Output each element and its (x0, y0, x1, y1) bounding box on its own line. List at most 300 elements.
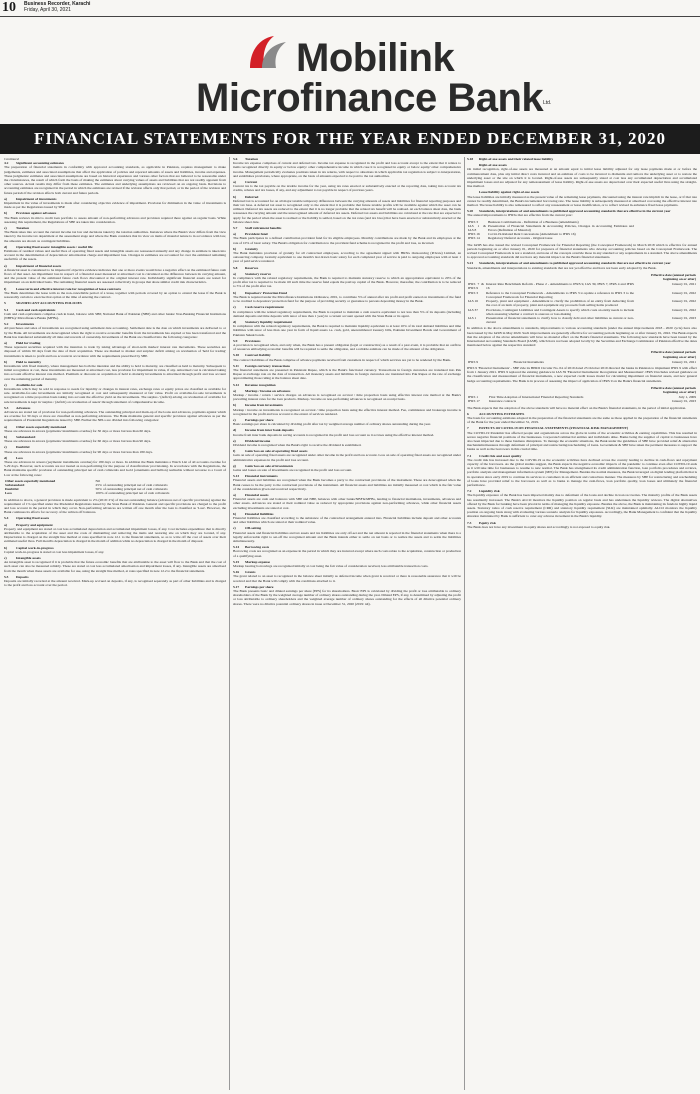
standard-desc: Interest Rate Benchmark Reform - Phase 2 - Amendments to IFRS 9, IAS 39, IFRS 7, IFRS 4 and IFRS 16 (485, 282, 634, 291)
note-text: All purchases and sales of investments are recognized using settlement date accounting. Settlement date is the date on which investments are delivered to or by the Bank. All investments are derecognized when the right to receive economic benefits from the investments has expired or has been transferred and the Bank has transferred substantially all risks and rewards of ownership. Investments of the Bank are classified into the following categories: (4, 326, 226, 339)
note-text: These are advances in arrears (payments/ instalments overdue) for 60 days or more but less than 90 days. (4, 439, 152, 444)
note-text: The Bank does not have any investment in equity shares and accordingly is not exposed to equity risk. (467, 524, 611, 529)
note-heading: Held for trading (16, 340, 41, 345)
table-cell (488, 385, 635, 395)
note-section (233, 545, 461, 560)
spacer (467, 529, 697, 531)
note-section (4, 287, 226, 302)
note-section (4, 523, 226, 546)
note-text: Deposits are initially recorded at the amount received. Mark-up accrued on deposits, if any, is recognised separately as part of other liabilities and is charged to the profit and loss account over the period. (4, 579, 226, 588)
standard-desc: Financial Instruments (513, 359, 544, 364)
note-number: 4.2 (4, 161, 9, 166)
note-text: The Bank is required under the Microfinance Institutions Ordinance, 2001, to contribute 5% of annual after tax profit and profit earned on investments of the fund to be credited to depositors' protection fund for the purpose of providing security or guarantee to persons depositing money in the Bank. (233, 294, 461, 304)
standard-code: IFRS 14 (468, 236, 480, 241)
logo (0, 18, 700, 122)
note-text: In addition to the above amendments to standards, improvements to various accounting standards (under the annual improvements 2018 - 2020 cycle) have also been issued by the IASB in May 2020. Such improvements are generally effective for accounting periods beginning on or after January 01, 2022. The Bank expects that the adoption of the above amendments will have no material effect on the Bank's financial statements. The following new standards have been issued by the International Accounting Standards Board (IASB), which have not been adopted locally by the Securities and Exchange Commission of Pakistan effective the dates mentioned below against the respective standard: (467, 326, 697, 348)
note-heading: Capital work-in-progress (16, 545, 54, 550)
note-number: d) (233, 319, 237, 324)
note-section (4, 341, 226, 360)
note-heading: Available-for-sale (16, 382, 43, 387)
note-heading: Significant accounting estimates (16, 161, 65, 166)
note-text: Gain on sale of operating fixed assets are recognized under other income in the profit and loss account. Loss on sale of operating fixed assets are recognized under administrative expenses in the profit and loss account. (233, 453, 461, 462)
note-section (4, 322, 226, 341)
note-section (4, 498, 226, 517)
table-row (467, 282, 697, 290)
note-text: These are advances in arrears (payments/ instalments overdue) for 90 days or more but less than 180 days. (4, 449, 153, 454)
standards-table (467, 385, 697, 404)
note-text: The contract liabilities of the Bank comprise of advance payments received from customers in respect of which services are yet to be rendered by the Bank. (233, 357, 451, 362)
note-heading: Off-setting (245, 526, 262, 531)
standard-desc: Presentation of Financial Statements & Accounting Policies, Changes in Accounting Estimates and Errors (Definition of Material) (487, 223, 634, 233)
note-number: 6 (467, 411, 469, 416)
note-section (233, 339, 461, 354)
note-number: 7.2 (467, 489, 472, 494)
note-text: In compliance with the related regulatory requirements, the Bank is required to maintain a cash reserve equivalent to not less than 5% of its deposits (including demand deposits and time deposits with tenor of less than 1 year) in a current account opened with the State Bank or its agent. (233, 309, 461, 318)
effective-date (635, 224, 697, 232)
note-number: c) (4, 556, 7, 561)
continued-label: Continued (4, 157, 19, 161)
note-number: 7.1 (467, 453, 472, 458)
note-heading: Earnings per share (245, 417, 274, 422)
note-section (233, 526, 461, 545)
note-section (467, 426, 697, 453)
note-section (233, 570, 461, 585)
note-number: 5.15 (233, 559, 240, 564)
standard-code: IFRS 9 (468, 359, 479, 364)
note-number: a) (233, 388, 236, 393)
brand-line-2: Microfinance Bank (196, 76, 544, 120)
note-number: f) (233, 449, 236, 454)
note-text: The preparation of financial statements in conformity with approved accounting standards, as applicable in Pakistan, requires management to make judgements, estimates and associated assumptions that affect the application of policies and reported amounts of assets and liabilities, income and expenses. These judgments/ estimates and associated assumptions are based on historical experience and various other factors that are believed to be reasonable under the circumstances, the result of which form the basis of making the estimates about carrying values of assets and liabilities that are not readily apparent from other sources. Actual results may differ from these estimates. The estimates and underlying assumptions are reviewed on an ongoing basis. Revisions to accounting estimates are recognised in the period in which the estimates are revised if the revision affects only that period, or in the period of the revision and future periods if the revision affects both current and future periods. (4, 165, 226, 195)
table-row (467, 308, 697, 316)
column-2 (233, 157, 461, 1090)
note-heading: Investments (16, 322, 35, 327)
note-heading: Grants (245, 570, 256, 575)
category: Other assets especially mentioned (5, 478, 56, 483)
note-section (467, 454, 697, 490)
note-heading: Deferred (245, 194, 259, 199)
note-heading: Taxation (16, 226, 30, 231)
note-heading: Provision against advances (16, 211, 57, 216)
note-number: 5.18 (467, 157, 474, 161)
note-heading: Deposits (16, 574, 29, 579)
note-number: 7.3 (467, 520, 472, 525)
note-section (233, 493, 461, 512)
note-section (4, 445, 226, 455)
note-number: c) (4, 226, 7, 231)
note-text: The annual improvements to IFRSs that are effective from the current year: (467, 213, 573, 218)
note-heading: Income from inter bank deposits (245, 428, 294, 433)
note-text: The Bank determines the lease term as the non-cancellable period of a lease, together with periods covered by an option to extend the lease if the Bank is reasonably certain to exercise that option at the time of entering the contract. (4, 290, 226, 300)
table-header-row (467, 385, 697, 395)
note-text: An intangible asset is recognised if it is probable that the future economic benefits that are attributable to the asset will flow to the Bank and that the cost of such asset can also be measured reliably. These are stated at cost less accumulated amortisation and impairment losses, if any. Intangible assets are amortised from the month when these assets are available for use, using the straight line method, at rates specified in note 12.2 to the financial statements. (4, 560, 226, 573)
note-section (233, 320, 461, 339)
spacer (4, 587, 226, 589)
note-heading: Borrowing costs (245, 545, 270, 550)
note-text: The Bank reviews its micro credit loan portfolio to assess amount of non-performing advances and provision required there against on regular basis. While assessing this requirement, the Regulations of SBP are taken into consideration. (4, 215, 226, 224)
table-header: Effective date (annual periods beginning on or after) (651, 350, 696, 359)
note-number: 5.12 (233, 382, 240, 387)
note-text: Dividend income is recognized when the Bank's right to receive the dividend is established. (233, 442, 362, 447)
note-section (4, 575, 226, 590)
note-text: Impairment in the value of investments is made after considering objective evidence of impairment. Provision for diminution in the value of investments is made as per the Regulations issued by SBP. (4, 201, 226, 210)
note-text: Gains and losses on sale of investments are recognized in the profit and loss account. (233, 468, 353, 472)
note-text: The credit risk has increased due to the COVID-19 as the economic activities have declined across the country leading to decline in cash-flows and repayment capacity of the borrowers. As the global studies suggest, the Bank expects the negative economic impacts of the pandemic to continue even after COVID-19 ends as it will take time for businesses to resume to new normal. The Bank has strengthened its credit administration function, loan portfolio procedures and reviews, portfolio analysis and management information system (MIS) for Management. Besides the normal measures, the Bank leveraged on digital lending platform that is in operation since early 2019 to continue its services to customers in an efficient and contactless manner. The measures by SBP for restructuring and rescheduling of loans have provided relief to the borrowers as well as to banks to manage the cash-flows, loan portfolio quality, loan losses and ultimately the financial performance. (467, 457, 697, 488)
note-heading: Cash and cash equivalents (16, 307, 56, 312)
note-text: These are advances in arrears (payments/ instalments overdue) for 180 days or more. In addition the Bank maintains a Watch List of all accounts overdue for 5-29 days. However, such accounts are not treated as non-performing for the purpose of classification/ provisioning. In accordance with the Regulations, the Bank maintains specific provision of outstanding principal net of cash collaterals and Gold (ornaments and bullion) realisable without recourse to a Court of Law at the following rates: (4, 460, 226, 477)
page-number: 10 (2, 0, 16, 15)
column-divider (229, 157, 230, 1090)
note-section (467, 521, 697, 531)
note-section (467, 209, 697, 219)
note-number: 5 (4, 301, 6, 306)
publication-date: Friday, April 30, 2021 (24, 7, 71, 13)
note-section (233, 449, 461, 464)
note-number: 5.10 (233, 353, 240, 358)
note-heading: Gain/ loss on sale of operating fixed assets (245, 449, 308, 454)
effective-date: January 01, 2023 (671, 315, 696, 320)
note-section (4, 264, 226, 287)
note-number: c) (4, 445, 7, 450)
table-row (467, 224, 697, 232)
standard-code: IFRS 3 (468, 219, 479, 224)
note-heading: Provisions (245, 338, 261, 343)
note-text: Income from inter bank deposits in saving accounts is recognized in the profit and loss account as it accrues using the effective interest method. (233, 432, 435, 437)
note-heading: Dividend income (245, 438, 271, 443)
note-section (467, 412, 697, 427)
standard-code: IFRS 3 (468, 290, 479, 295)
note-heading: Revenue recognition (245, 382, 276, 387)
note-heading: Taxation (245, 157, 259, 161)
standard-desc: Insurance contracts (489, 399, 517, 404)
note-text: The basis for accounting estimates adopted in the preparation of the financial statements are the same as those applied in the preparation of the financial statements of the Bank for the year ended December 31, 2019. (467, 415, 697, 425)
note-heading: Depositors' Protection Fund (245, 290, 288, 295)
note-text: Current tax is the tax payable on the taxable income for the year, using tax rates enacted or substantively enacted at the reporting date, taking into account tax credits, rebates and tax losses, if any, and any adjustment to tax payable in respect of previous years. (233, 184, 461, 193)
note-heading: Standards, interpretations of and amendments to published approved accounting standards that are effective in the current year (479, 209, 671, 214)
note-heading: Cash reserve requirement (245, 305, 284, 310)
brand-suffix: Ltd. (543, 100, 552, 106)
table-cell (512, 349, 635, 359)
note-number: d) (4, 455, 8, 460)
effective-date: January 01, 2021 (671, 282, 696, 287)
standard-desc: Presentation of financial statements to clarify how to classify debt and other liabilities as current or non-current (485, 315, 634, 325)
note-number: c) (233, 305, 236, 310)
note-text: A financial asset is considered to be impaired if objective evidence indicates that one or more events would have a negative effect on the estimated future cash flows of that asset. An impairment loss in respect of a financial asset measured at amortised cost is calculated as the difference between its carrying amount, and the present value of the estimated future cash flows discounted at the original interest rate. Individually significant financial assets are tested for impairment on an individual basis. The remaining financial assets are assessed collectively in groups that share similar credit risk characteristics. (4, 267, 226, 285)
note-heading: Earnings per share (245, 584, 274, 589)
note-number: 5.9 (233, 338, 238, 343)
mobilink-logo-icon (244, 28, 292, 76)
note-number (467, 190, 479, 194)
note-heading: Loss (16, 455, 23, 460)
note-number: c) (233, 526, 236, 531)
note-text: These represent securities acquired with the intention to trade by taking advantage of short-term market/ interest rate movements. These securities are disposed of within 90 days from the date of their acquisition. These are marked to market and surplus/ deficit arising on revaluation of 'held for trading' investments is taken to profit and loss account in accordance with the requirements prescribed by SBP. (4, 345, 226, 358)
note-text: Estimates of residual values and useful lives of operating fixed assets and intangible assets are reassessed annually and any change in estimate is taken into account in the determination of depreciation/ amortisation charge and impairment loss. Changes in estimates are accounted for over the estimated remaining useful life of the assets. (4, 249, 226, 262)
effective-date: January 01, 2022 (671, 299, 696, 304)
note-number: a) (233, 180, 236, 185)
note-text: The Bank presents basic and diluted earnings per share (EPS) for its shareholders. Basic EPS is calculated by dividing the profit or loss attributable to ordinary shareholders of the Bank by the weighted average number of ordinary shares outstanding during the year. Diluted EPS, if any, is determined by adjusting the profit or loss attributable to ordinary shareholders and the weighted average number of ordinary shares outstanding for the effects of all dilutive potential ordinary shares. There were no dilutive potential ordinary shares in issue at December 31, 2020 (2019: nil). (233, 589, 461, 606)
note-text: Capital work-in-progress is stated at cost less impairment losses, if any. (4, 549, 105, 554)
note-heading: SIGNIFICANT ACCOUNTING POLICIES (16, 301, 82, 306)
note-text: Property and equipment are stated at cost less accumulated depreciation and accumulated impairment losses, if any. Cost includes expenditure that is directly attributable to the acquisition of the asset and the costs of dismantling and removing the items and restoring site on which they are located, if any. Depreciation is charged on the straight line method at rates specified in note 12.1 to the financial statements, so as to write off the cost of assets over their estimated useful lives. Full month's depreciation is charged in the month of addition while no depreciation is charged in the month of disposal. (4, 526, 226, 544)
note-section (233, 157, 461, 180)
note-text: The financial statements are presented in Pakistani Rupee, which is the Bank's functional currency. Transactions in foreign currencies are translated into Pak Rupee at exchange rate on the date of transaction. All monetary assets and liabilities in foreign currencies are translated into Pak Rupee at the rate of exchange approximating those ruling at the balance sheet date. (233, 367, 461, 381)
effective-date: January 01, 2021 (671, 359, 696, 364)
note-heading: Reserves (245, 265, 259, 270)
note-section (4, 245, 226, 264)
note-section (233, 403, 461, 418)
note-section (4, 406, 226, 425)
column-divider (464, 157, 465, 1090)
note-text: The lease liabilities are initially measured as the present value of the remaining lease payments, discounted using the interest rate implicit in the lease, or if that rate cannot be readily determined, the Bank's incremental borrowing rate. The lease liability is subsequently measured at amortised cost using the effective interest rate method. The lease liability is also remeasured to reflect any reassessment or lease modification, or to reflect revised in-substance fixed lease payments. (467, 194, 697, 208)
note-number: 5.13 (233, 474, 240, 479)
standard-code: IAS 1 (468, 315, 477, 320)
note-text: Financial assets are cash and balances with SBP and NBP, balances with other banks/NBFIs/MFBs, lending to financial institutions, investments, advances and other assets. Advances are stated at their nominal value as reduced by appropriate provisions against non-performing advances, while other financial assets excluding investments are stated at cost. (233, 497, 461, 510)
standard-desc: Property, plant and equipment - Amendment to clarify the prohibition of an entity from deducting from the cost of an item of property, plant and equipment any proceeds from selling items produced (485, 299, 634, 308)
note-section (4, 211, 226, 226)
note-heading: Statutory reserve (245, 271, 271, 276)
note-section (4, 556, 226, 575)
note-section (233, 364, 461, 383)
note-number: 5.21 (467, 261, 474, 266)
effective-date: January 01, 2022 (671, 307, 696, 312)
table-row (467, 291, 697, 299)
table-header: Effective date (annual periods beginning on or after) (651, 385, 696, 394)
note-heading: Substandard (16, 434, 36, 439)
note-number: 5.8 (233, 265, 238, 270)
note-text: Investments which may be sold in response to needs for liquidity or changes in interest rates, exchange rates or equity prices are classified as available for sale. Available-for-sale investments are initially recognised at cost and subsequently measured at fair value. Profit on available-for-sale investments is recognized on a time proportion basis taking into account the effective yield on the investments. The surplus / (deficit) arising on revaluation of available for sale investments is kept in 'surplus / (deficit) on revaluation of assets' through statement of comprehensive income. (4, 386, 226, 404)
note-number: a) (4, 340, 7, 345)
standard-desc: Reference to the Conceptual Framework - Amendments to IFRS 3 to update a reference in IFRS 3 to the Conceptual Framework for Financial Reporting (485, 290, 634, 299)
note-heading: Held to maturity (16, 359, 42, 364)
note-heading: Financial liabilities (245, 511, 274, 516)
note-heading: Credit risk and asset quality (479, 453, 522, 458)
note-text: The liquidity exposure of the Bank has been impacted mainly due to deferment of the loans and decline in loan recoveries. The maturity profile of the Bank assets has resultantly increased. The Bank's ALCO monitors the liquidity position on regular basis and has undertaken the liquidity reviews. The digital alternatives offered by the Bank for banking have been pivotal in terms of managing the liquidity exposure. Besides the above, the Bank is maintaining its funds in highly liquid assets. Statutory ratios of cash reserve requirement (CRR) and statutory liquidity requirement (SLR) are maintained optimally. ALCO monitors the liquidity position on ongoing basis along with evaluating various scenario analysis for liquidity exposures. Accordingly, the Bank Management is confident that the liquidity situation maintained by Bank is sufficient to cater any adverse movement in the Bank's liquidity. (467, 493, 697, 519)
note-text: Investments with fixed maturity, where management has both the intention and the ability to hold to maturity, are classified as held to maturity. Subsequent to initial recognition at cost, these investments are measured at amortised cost, less provision for impairment in value, if any. Amortised cost is calculated taking into account effective interest rate method. Premium or discount on acquisition of held to maturity investments is amortized through profit and loss account over the remaining period of maturity. (4, 363, 226, 381)
note-section (233, 247, 461, 266)
note-number: a) (233, 271, 236, 276)
note-text: Deferred tax is accounted for on all major taxable temporary differences between the carrying amounts of assets and liabilities for financial reporting purposes and their tax base. A deferred tax asset is recognized only to the extent that it is probable that future taxable profits will be available against which the asset can be utilized. Deferred tax assets are reduced to the extent that it is no longer probable that the related tax benefit will be realised. At each balance sheet date, the bank reassesses the carrying amount and the unrecognised amount of deferred tax assets. Deferred tax assets and liabilities are calculated at the rate that are expected to apply for the period when the asset is realised or the liability is settled, based on the tax rates (and tax laws) that have been enacted or substantively enacted at the balance sheet date. (233, 198, 461, 224)
note-number: c) (4, 382, 7, 387)
note-heading: Statutory liquidity requirement (245, 319, 293, 324)
note-number: b) (233, 290, 237, 295)
standard-code: IAS 1 & IAS 8 (468, 223, 486, 233)
note-heading: Contract liability (245, 353, 271, 358)
note-section (4, 308, 226, 323)
note-heading: Lease term and effective interest rate for recognition of lease contracts (16, 286, 121, 291)
table-cell (467, 272, 485, 282)
note-number: 5.1 (4, 307, 9, 312)
note-section (233, 474, 461, 493)
brand-line-1: Mobilink (296, 36, 455, 80)
effective-date: July 1, 2009 (678, 395, 696, 400)
standard-desc: First Time Adoption of International Financial Reporting Standards (489, 395, 584, 400)
note-number: b) (233, 246, 237, 251)
note-number: a) (4, 424, 7, 429)
note-number: 5.3 (4, 405, 9, 410)
note-number: 5.20 (467, 209, 474, 214)
note-heading: Liquidity risk (479, 489, 500, 494)
category: Loss (5, 491, 12, 496)
note-heading: Intangible assets (16, 556, 41, 561)
page-title: FINANCIAL STATEMENTS FOR THE YEAR ENDED DECEMBER 31, 2020 (0, 124, 700, 154)
note-section (4, 546, 226, 556)
note-heading: Doubtful (16, 445, 30, 450)
note-text: Financial assets and liabilities are recognised when the Bank becomes a party to the contractual provisions of the instrument. These are derecognised when the Bank ceases to be the party to the contractual provisions of the instrument. All financial assets and liabilities are initially measured at cost which is the fair value of the consideration given and received respectively. (233, 478, 461, 491)
note-section (233, 418, 461, 428)
note-text: Financial assets and financial liabilities and tax assets and tax liabilities are only off-set and the net amount is reported in the financial statements when there is a legally enforceable right to set-off the recognized amount and the Bank intends either to settle on net basis or to realize the assets and to settle the liabilities simultaneously. (233, 530, 461, 544)
note-text: On initial recognition, right-of-use assets are measured at an amount equal to initial lease liability adjusted for any lease payments made at or before the commencement date, plus any initial direct costs incurred and an estimate of costs to be incurred to dismantle and remove the underlying asset or to restore the underlying asset or the site on which it is located. Right-of-use assets are subsequently stated at cost less any accumulated depreciation and accumulated impairment losses and are adjusted for any remeasurement of lease liability. Right-of-use assets are depreciated over their expected useful lives using the straight-line method. (467, 167, 697, 189)
note-text: Advances are stated net of provision for non-performing advances. The outstanding principal and mark-up of the loans and advances, payments against which are overdue for 30 days or more are classified as non-performing advances. The Bank maintains general and specific provision against advances as per the requirements of Prudential Regulations issued by SBP. Further the NPLs are divided into following categories: (4, 409, 226, 423)
note-heading: Financial instruments (245, 474, 278, 479)
note-heading: EFFECTS OF COVID-19 ON FINANCIAL STATEMENTS (FINANCIAL RISK MANAGEMENT) (479, 426, 629, 431)
masthead (0, 0, 700, 17)
note-heading: Provident fund (245, 232, 268, 237)
note-section (4, 383, 226, 406)
note-text: Income tax expense comprises of current and deferred tax. Income tax expense is recognized in the profit and loss account except to the extent that it relates to items recognized directly in equity or below equity/ other comprehensive income in which case it is recognized in equity or below equity/ other comprehensive income. Management periodically evaluates positions taken in tax returns, with respect to situations in which applicable tax regulation is subject to interpretation, and establishes provisions, where appropriate, on the basis of amounts expected to be paid to the tax authorities. (233, 161, 461, 178)
note-text: The Bank takes into account the current income tax law and decisions taken by the taxation authorities. Instances where the Bank's view differs from the view taken by the income tax department at the assessment stage and where the Bank considers that its view on items of material nature is in accordance with law, the amounts are shown as contingent liabilities. (4, 230, 226, 243)
note-number: a) (233, 493, 236, 498)
note-text: The COVID-19 Pandemic has affected people and organizations across the globe in terms of the economic activities & earning capabilities. This has resulted in severe negative financial positions of the businesses. Corporate/Commercial entities and individuals alike. Banks being the supplier of capital to businesses have also been impacted due to these business disruptions. To manage the economic situations, the Bank under the guidelines of SBP have provided relief & alternative mechanisms/measures through deferment of principal and restructuring/rescheduling of loans. Government & SBP have taken the pertinent measures to support the banks as well as the borrowers in this crucial time. (467, 430, 697, 452)
note-text: The IASB has also issued the revised Conceptual Framework for Financial Reporting (the Conceptual Framework) in March 2018 which is effective for annual periods beginning on or after January 01, 2020 for preparers of financial statements who develop accounting policies based on the Conceptual Framework. The revised Conceptual Framework is not a standard, and none of the concepts override those in any standard or any requirements in a standard. The above amendments to approved accounting standards did not have any material impact on the Bank's financial statements. (467, 242, 697, 260)
effective-date: January 01, 2022 (671, 290, 696, 295)
note-text: The Bank maintains provision of gratuity for all contractual employees, according to the agreement signed with HRSG Outsourcing (Private) Limited, an outsourcing company. Gratuity equivalent to one month's last drawn basic salary for each completed year of service is paid to outgoing employees with at least 1 year of paid service rendered. (233, 251, 461, 264)
note-heading: Income from investments (245, 403, 283, 408)
note-heading: Financial assets (245, 493, 269, 498)
note-text: The grant related to an asset is recognized in the balance sheet initially as deferred income when grant is received or there is reasonable assurance that it will be received and that the Bank will comply with the conditions attached to it. (233, 574, 461, 583)
standard-code: IFRS 1 (468, 395, 479, 400)
standard-code: IAS 37 (468, 307, 479, 312)
note-number: 7 (467, 426, 469, 431)
note-heading: Current (245, 180, 258, 185)
note-heading: Right-of-use assets (479, 163, 507, 168)
note-heading: Markup / Income on advances (245, 388, 291, 393)
note-heading: Gratuity (245, 246, 259, 251)
note-number: b) (233, 403, 237, 408)
note-section (233, 428, 461, 438)
note-section (233, 272, 461, 291)
note-text: Financial liabilities are classified according to the substance of the contractual arrangement entered into. Financial liabilities include deposit and other accounts and other liabilities which are stated at their nominal value. (233, 516, 461, 525)
note-heading: Impairment of investments (16, 196, 57, 201)
note-number: b) (4, 545, 8, 550)
note-text: Markup / income on investments is recognized on accrual / time proportion basis using the effective interest method. Fee, commission and brokerage income is recognized in the profit and loss account to the extent of services rendered. (233, 407, 461, 416)
note-number: d) (4, 244, 8, 249)
note-text: Cash and cash equivalents comprise cash in hand, balance with SBP, National Bank of Pakistan (NBP) and other banks/ Non-Banking Financial Institutions (NBFIs)/ Microfinance Banks (MFBs). (4, 311, 226, 320)
note-number: c) (233, 417, 236, 422)
provision-rate: 25% of outstanding principal net of cash collaterals (95, 483, 168, 488)
note-text: The Bank expects that the adoption of the above standards will have no material effect on the Bank's financial statements, in the period of initial application. (467, 405, 687, 410)
note-number: g) (233, 463, 236, 468)
note-text: Basic earnings per share is calculated by dividing profit after tax by weighted average number of ordinary shares outstanding during the year. (233, 422, 431, 427)
note-number: 5.11 (233, 363, 239, 368)
category: Doubtful (5, 487, 19, 492)
note-heading: Lease liability against right-of-use assets (479, 190, 540, 195)
standard-desc: Provisions, Contingent Liabilities and Contingent Assets to specify which costs an entity needs to include when assessing whether a contract is onerous or loss-making (485, 307, 634, 316)
table-header: Effective date (annual periods beginning on or after) (651, 272, 696, 282)
standard-desc: Covid-19-Related Rent Concessions (Amendment to IFRS 16) (487, 232, 576, 237)
table-cell (467, 385, 488, 395)
note-text: In addition to above, a general provision is made equivalent to 2% (2019: 2%) of the net outstanding balance (advances net of specific provisions) against the requirement of 1% specified under the Prudential Regulations issued by the State Bank of Pakistan. General and specific provisions are charged to the profit and loss account in the period in which they occur. Non-performing advances are written off one month after the loan is classified as 'Loss'. However, the Bank continues its efforts for recovery of the written off balances. (4, 497, 226, 515)
note-text: Standards, amendments and interpretations to existing standards that are not yet effective and have not been early adopted by the Bank. (467, 265, 657, 270)
note-section (4, 161, 226, 197)
provision-table (4, 479, 226, 496)
note-section (233, 464, 461, 474)
standard-desc: Business Combinations - Definition of a Business (amendments) (487, 219, 579, 224)
note-number: a) (4, 196, 7, 201)
provision-rate: Nil (95, 478, 101, 483)
standard-code: IFRS 7 & IFRS 9 (468, 282, 484, 291)
note-number: 5.6 (233, 157, 238, 161)
note-text: In compliance with the related regulatory requirements, the Bank is required to maintain liquidity equivalent to at least 10% of its total demand liabilities and time liabilities with tenor of less than one year in form of liquid assets i.e. cash, gold, unencumbered treasury bills, Pakistan Investment Bonds and Government of Pakistan Sukuk bonds. (233, 324, 461, 337)
note-section (467, 163, 697, 190)
note-number: a) (4, 522, 7, 527)
note-number: b) (4, 359, 8, 364)
note-heading: Operating fixed assets/ intangible assets / useful life (16, 244, 93, 249)
note-section (233, 305, 461, 320)
note-section (233, 389, 461, 404)
note-heading: Equity risk (479, 520, 496, 525)
note-section (233, 180, 461, 195)
note-heading: Other assets especially mentioned (16, 424, 67, 429)
note-text: These are advances in arrears (payments/ instalments overdue) for 30 days or more but less than 60 days. (4, 428, 152, 433)
standards-table (467, 349, 697, 364)
table-cell (485, 272, 635, 282)
note-section (233, 195, 461, 226)
note-number: b) (4, 211, 8, 216)
note-text: In compliance with the related regulatory requirements, the Bank is required to maintain statutory reserve to which an appropriation equivalent to 20% of the profit after tax is required to be made till such time the reserve fund equals the paid up capital of the Bank. However, thereafter, the contribution is to be reduced to 5% of the profit after tax. (233, 276, 461, 289)
note-section (467, 261, 697, 271)
note-number: 5.16 (233, 570, 240, 575)
note-heading: Gain/ loss on sale of investments (245, 463, 294, 468)
note-number: 5.14 (233, 545, 240, 550)
note-heading: Markup expense (245, 559, 270, 564)
table-header-row (467, 272, 697, 282)
note-heading: Staff retirement benefits (245, 226, 282, 231)
standards-table (467, 272, 697, 324)
note-section (467, 190, 697, 209)
note-number: 5.17 (233, 584, 240, 589)
note-section (233, 585, 461, 608)
table-row (467, 299, 697, 307)
standard-code: IFRS 16 (468, 232, 480, 237)
category: Substandard (5, 483, 25, 488)
note-section (4, 197, 226, 212)
note-heading: Operating fixed assets (16, 516, 50, 521)
note-section (233, 439, 461, 449)
note-section (233, 512, 461, 527)
note-number: e) (233, 438, 236, 443)
note-heading: Right-of-use assets and their related lease liability (479, 157, 554, 161)
note-section (467, 489, 697, 520)
spacer (233, 606, 461, 608)
note-text: The Bank participates in a defined contribution provident fund for its eligible employees. Monthly contributions are made by the Bank and its employees at the rate of 10% of basic salary. The Bank's obligation for contribution to the provident fund scheme is recognised in the profit and loss, as incurred. (233, 236, 461, 245)
standards-table (467, 220, 697, 241)
note-text: IFRS 9 'Financial Instruments' - SBP vide its BPRD Circular No. 04 of 2019 dated 23 October 2019 directed the banks in Pakistan to implement IFRS 9 with effect from 1 January 2021. IFRS 9 replaced the existing guidance in IAS 39 'Financial Instruments: Recognition and Measurement'. IFRS 9 includes revised guidance on the classification and measurement of financial instruments, a new expected credit losses model for calculating impairment on financial assets, and new general hedge accounting requirements. The Bank is in process of assessing the impact of application of IFRS 9 on the Bank's financial statements. (467, 365, 697, 383)
note-text: Borrowing costs are recognized as an expense in the period in which they are incurred except where such costs relate to the acquisition, construction or production of a qualifying asset. (233, 549, 461, 558)
note-section (4, 456, 226, 479)
note-number: b) (233, 511, 237, 516)
column-3 (467, 157, 697, 1090)
note-section (233, 232, 461, 247)
note-number: f) (4, 286, 7, 291)
note-heading: Standards, interpretations of and amendments to published approved accounting standards that are not effective in current year (479, 261, 671, 266)
note-heading: Foreign currency transactions (245, 363, 290, 368)
note-heading: ACCOUNTING ESTIMATES (479, 411, 525, 416)
masthead-info (24, 1, 90, 13)
note-heading: Property and equipment (16, 522, 53, 527)
note-number: 5.4 (4, 516, 9, 521)
table-header-row (467, 349, 697, 359)
standard-desc: Regulatory Deferral Accounts - Original issue (487, 236, 553, 241)
